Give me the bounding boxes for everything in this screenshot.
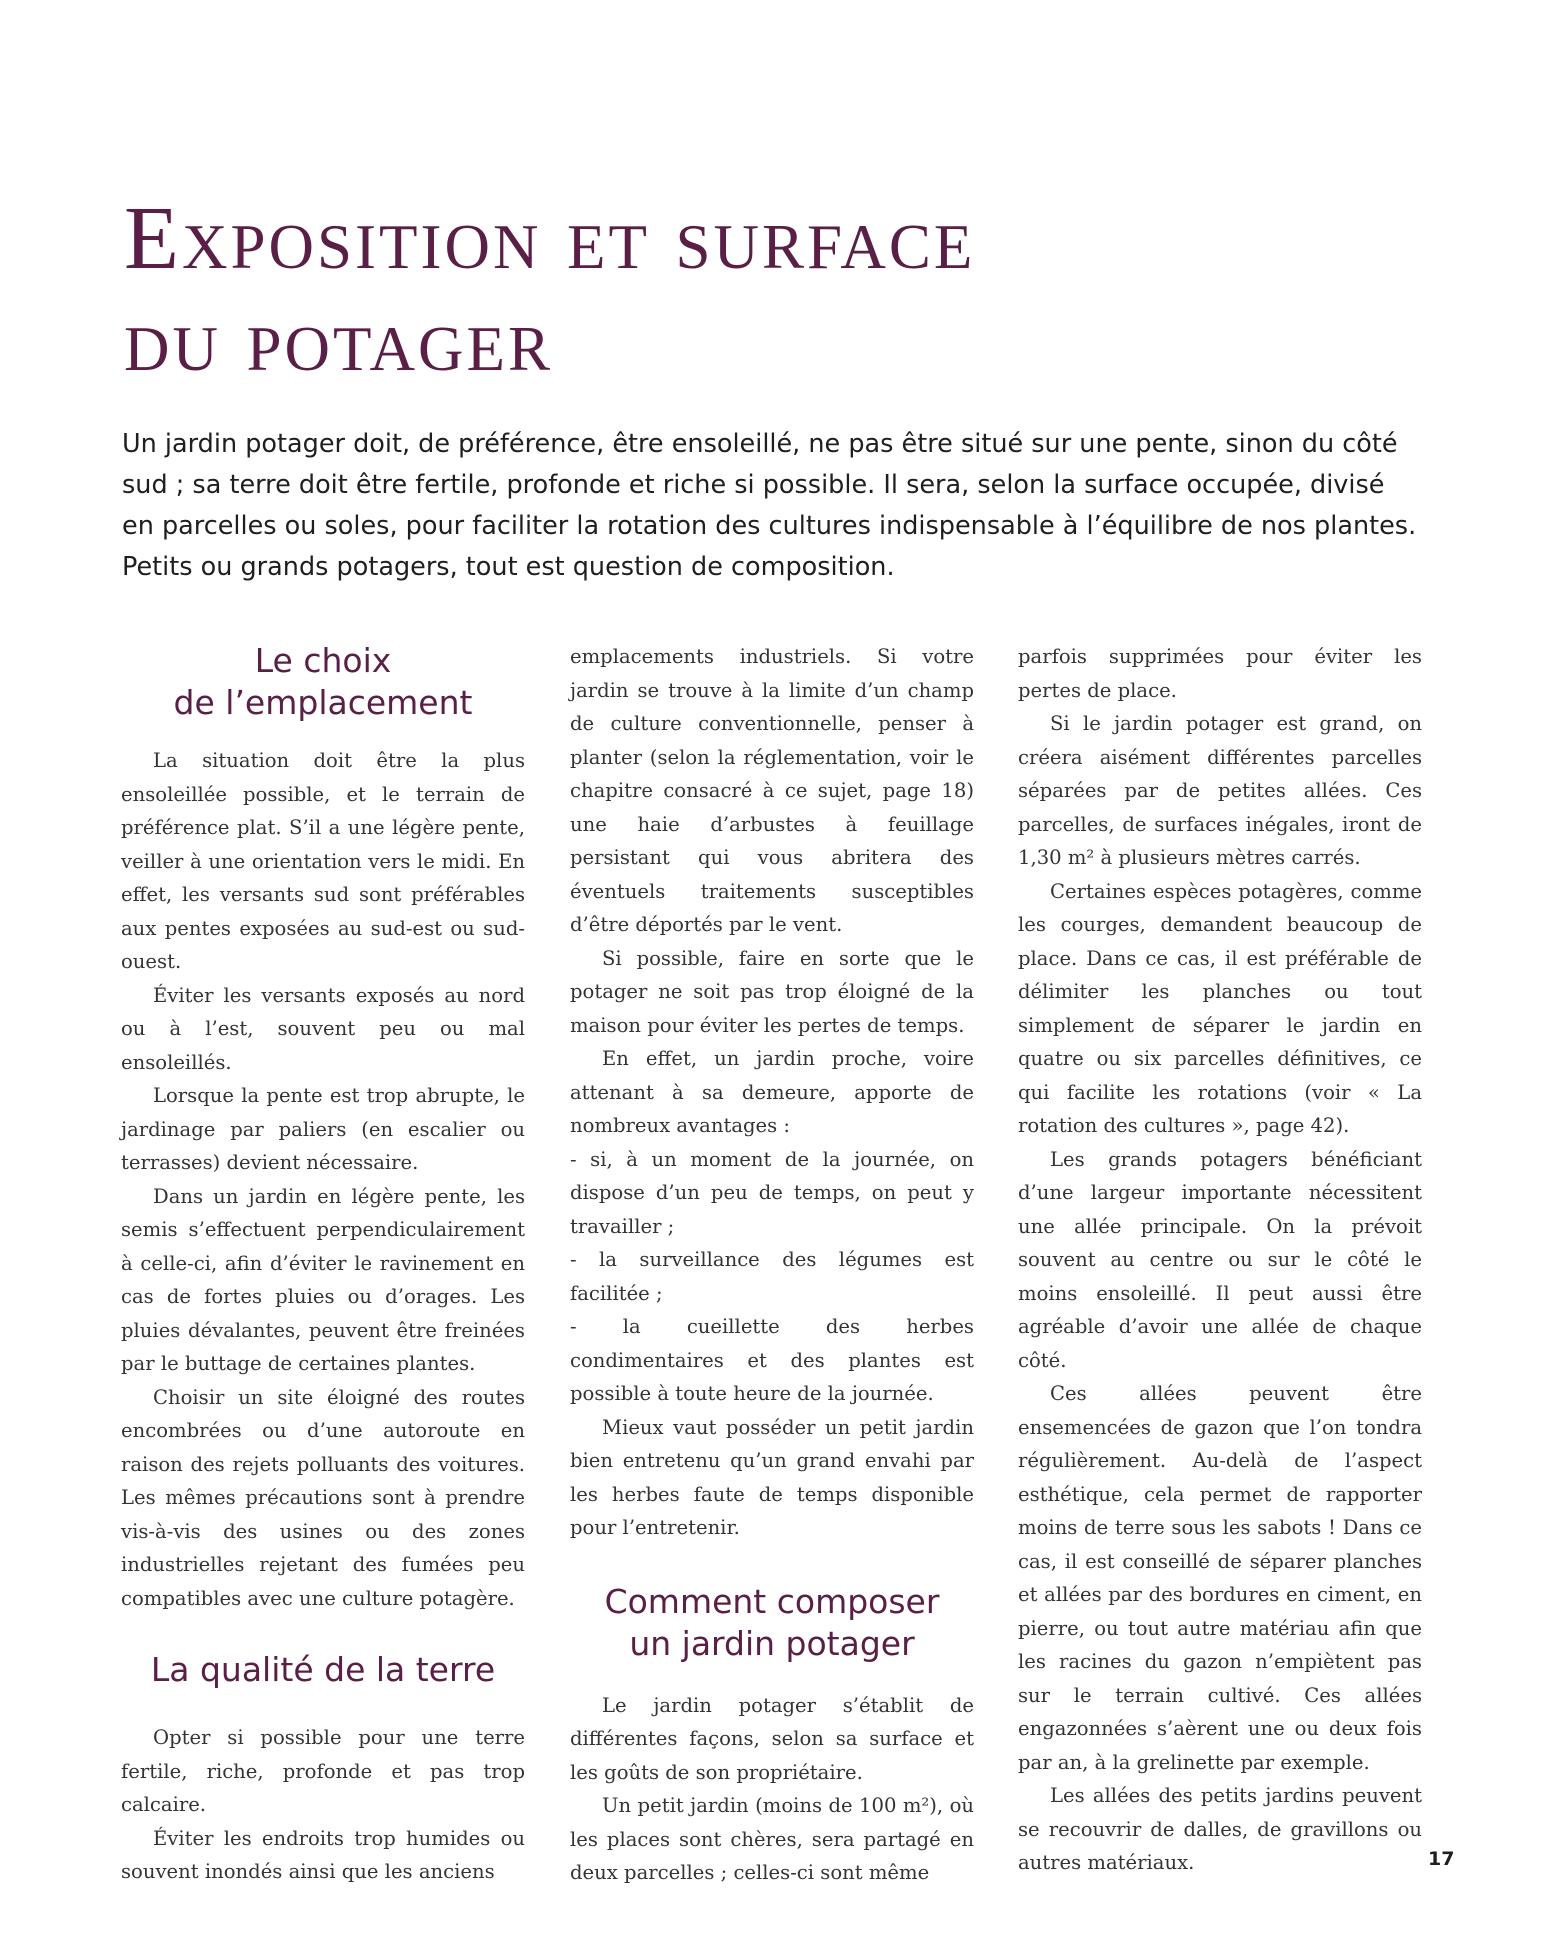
paragraph: Un petit jardin (moins de 100 m²), où les places sont chères, sera partagé en deux parcelles ; celles-ci sont même [570, 1794, 974, 1884]
paragraph: Éviter les endroits trop humides ou souvent inondés ainsi que les anciens [121, 1826, 525, 1883]
heading-line-2: un jardin potager [629, 1623, 915, 1663]
column-2 [570, 640, 974, 1890]
column-3 [1018, 640, 1422, 1880]
paragraph: Si le jardin potager est grand, on créera aisément différentes parcelles séparées par de petites allées. Ces parcelles, de surfaces inégales, iront de 1,30 m² à plusieurs mètres carrés. [1018, 712, 1422, 869]
list-item: - la cueillette des herbes condimentaires et des plantes est possible à toute heure de la journée. [570, 1315, 974, 1405]
paragraph: La situation doit être la plus ensoleillée possible, et le terrain de préférence plat. S’il a une légère pente, veiller à une orientation vers le midi. En effet, les versants sud sont préférables aux pentes exposées au sud-est ou sud-ouest. [121, 749, 525, 973]
paragraph: Ces allées peuvent être ensemencées de gazon que l’on tondra régulièrement. Au-delà de l’aspect esthétique, cela permet de rapporter moins de terre sous les sabots ! Dans ce cas, il est conseillé de séparer planches et allées par des bordures en ciment, en pierre, ou tout autre matériau afin que les racines du gazon n’empiètent pas sur le terrain cultivé. Ces allées engazonnées s’aèrent une ou deux fois par an, à la grelinette par exemple. [1018, 1382, 1422, 1774]
paragraph: parfois supprimées pour éviter les pertes de place. [1018, 645, 1422, 702]
heading-line-2: de l’emplacement [173, 683, 473, 722]
heading-qualite-terre: La qualité de la terre [150, 1650, 496, 1689]
paragraph: Certaines espèces potagères, comme les courges, demandent beaucoup de place. Dans ce cas, il est préférable de délimiter les planches ou tout simplement de séparer le jardin en quatre ou six parcelles définitives, ce qui facilite les rotations (voir « La rotation des cultures », page 42). [1018, 879, 1422, 1137]
advantages-list [570, 1143, 974, 1411]
title-line-1: Exposition et surface [124, 189, 976, 288]
heading-choix-emplacement [121, 640, 525, 724]
paragraph: Choisir un site éloigné des routes encombrées ou d’une autoroute en raison des rejets polluants des voitures. Les mêmes précautions sont à prendre vis-à-vis des usines ou des zones industrielles rejetant des fumées peu compatibles avec une culture potagère. [121, 1385, 525, 1610]
paragraph: Mieux vaut posséder un petit jardin bien entretenu qu’un grand envahi par les herbes faute de temps disponible pour l’entretenir. [570, 1415, 974, 1539]
paragraph: Lorsque la pente est trop abrupte, le jardinage par paliers (en escalier ou terrasses) devient nécessaire. [121, 1084, 525, 1174]
paragraph: Les allées des petits jardins peuvent se recouvrir de dalles, de gravillons ou autres matériaux. [1018, 1784, 1422, 1874]
paragraph: Opter si possible pour une terre fertile, riche, profonde et pas trop calcaire. [121, 1726, 525, 1816]
heading-line-1: Le choix [254, 641, 392, 680]
paragraph: Le jardin potager s’établit de différentes façons, selon sa surface et les goûts de son propriétaire. [570, 1693, 974, 1784]
paragraph: Si possible, faire en sorte que le potager ne soit pas trop éloigné de la maison pour éviter les pertes de temps. [570, 946, 974, 1037]
page-title [124, 188, 1324, 392]
paragraph: Les grands potagers bénéficiant d’une largeur importante nécessitent une allée principale. On la prévoit souvent au centre ou sur le côté le moins ensoleillé. Il peut aussi être agréable d’avoir une allée de chaque côté. [1018, 1147, 1422, 1372]
heading-line-1: Comment composer [604, 1581, 940, 1621]
intro-paragraph: Un jardin potager doit, de préférence, être ensoleillé, ne pas être situé sur une pente, sinon du côté sud ; sa terre doit être fertile, profonde et riche si possible. Il sera, selon la surface occupée, divisé en parcelles ou soles, pour faciliter la rotation des cultures indispensable à l’équilibre de nos plantes. Petits ou grands potagers, tout est question de composition. [122, 429, 1417, 582]
list-item: - si, à un moment de la journée, on dispose d’un peu de temps, on peut y travailler ; [570, 1147, 974, 1238]
list-item: - la surveillance des légumes est facilitée ; [570, 1248, 974, 1305]
paragraph: Dans un jardin en légère pente, les semis s’effectuent perpendiculairement à celle-ci, afin d’éviter le ravinement en cas de fortes pluies ou d’orages. Les pluies dévalantes, peuvent être freinées par le buttage de certaines plantes. [121, 1184, 525, 1375]
heading-composer-jardin [570, 1581, 974, 1665]
column-1 [121, 640, 525, 1889]
paragraph: Éviter les versants exposés au nord ou à l’est, souvent peu ou mal ensoleillés. [121, 983, 525, 1074]
paragraph: En effet, un jardin proche, voire attenant à sa demeure, apporte de nombreux avantages : [570, 1047, 974, 1137]
paragraph: emplacements industriels. Si votre jardin se trouve à la limite d’un champ de culture conventionnelle, penser à planter (selon la réglementation, voir le chapitre consacré à ce sujet, page 18) une haie d’arbustes à feuillage persistant qui vous abritera des éventuels traitements susceptibles d’être déportés par le vent. [570, 645, 974, 936]
title-line-2: du potager [124, 291, 553, 390]
page-number: 17 [1428, 1848, 1455, 1870]
